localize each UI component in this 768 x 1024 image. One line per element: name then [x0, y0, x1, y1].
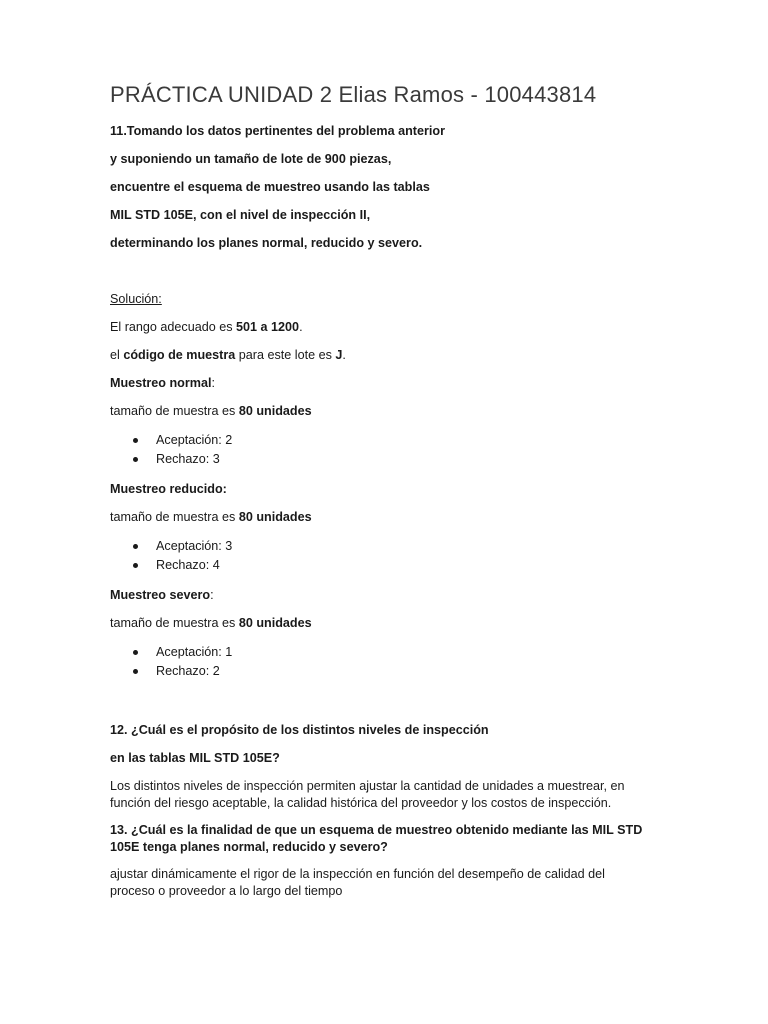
- plan-criteria-list: [110, 537, 650, 575]
- plan-heading: [110, 587, 650, 604]
- question-11-line: encuentre el esquema de muestreo usando las tablas: [110, 180, 430, 194]
- plan-heading: [110, 481, 650, 498]
- sample-size-line: [110, 615, 650, 632]
- question-11-line: y suponiendo un tamaño de lote de 900 piezas,: [110, 152, 392, 166]
- plan-name: Muestreo normal: [110, 376, 212, 390]
- solution-section: [110, 291, 650, 681]
- list-item: [110, 537, 650, 556]
- bullet-icon: [133, 544, 138, 549]
- sample-size-line: [110, 509, 650, 526]
- question-13-answer: ajustar dinámicamente el rigor de la inspección en función del desempeño de calidad del proceso o proveedor a lo largo del tiempo: [110, 867, 605, 898]
- acceptance-value: Aceptación: 2: [156, 433, 233, 447]
- sample-size-value: 80 unidades: [238, 616, 312, 630]
- bullet-icon: [133, 563, 138, 568]
- plan-heading: [110, 375, 650, 392]
- range-sentence: [110, 319, 650, 336]
- code-suffix: .: [342, 348, 346, 362]
- plan-name-suffix: :: [210, 588, 214, 602]
- plan-criteria-list: [110, 643, 650, 681]
- list-item: [110, 450, 650, 469]
- plan-name: Muestreo severo: [110, 588, 211, 602]
- rejection-value: Rechazo: 4: [156, 558, 220, 572]
- list-item: [110, 556, 650, 575]
- range-value: 501 a 1200: [236, 320, 300, 334]
- range-suffix: .: [299, 320, 303, 334]
- code-label: código de muestra: [123, 348, 236, 362]
- question-13: [110, 822, 650, 900]
- sample-size-line: [110, 403, 650, 420]
- code-sentence: [110, 347, 650, 364]
- bullet-icon: [133, 669, 138, 674]
- bullet-icon: [133, 457, 138, 462]
- question-12: [110, 722, 650, 812]
- document-title: PRÁCTICA UNIDAD 2 Elias Ramos - 100443814: [110, 82, 597, 107]
- list-item: [110, 643, 650, 662]
- solution-heading: Solución:: [110, 292, 162, 306]
- plan-criteria-list: [110, 431, 650, 469]
- range-prefix: El rango adecuado es: [110, 320, 237, 334]
- plan-name: Muestreo reducido:: [110, 482, 227, 496]
- list-item: [110, 662, 650, 681]
- code-prefix: el: [110, 348, 124, 362]
- code-value: J: [335, 348, 343, 362]
- plan-normal: [110, 375, 650, 469]
- code-middle: para este lote es: [235, 348, 336, 362]
- question-12-answer: Los distintos niveles de inspección permiten ajustar la cantidad de unidades a muestrear, en función del riesgo aceptable, la calidad histórica del proveedor y los costos de inspección.: [110, 779, 625, 810]
- question-11-line: MIL STD 105E, con el nivel de inspección II,: [110, 208, 371, 222]
- question-11-line: determinando los planes normal, reducido y severo.: [110, 236, 423, 250]
- question-11: [110, 123, 650, 252]
- acceptance-value: Aceptación: 3: [156, 539, 233, 553]
- spacer: [110, 693, 650, 722]
- rejection-value: Rechazo: 3: [156, 452, 220, 466]
- question-13-text: 13. ¿Cuál es la finalidad de que un esquema de muestreo obtenido mediante las MIL STD 105E tenga planes normal, reducido y severo?: [110, 823, 643, 854]
- sample-size-prefix: tamaño de muestra es: [110, 404, 239, 418]
- plan-reduced: [110, 481, 650, 575]
- question-12-line: en las tablas MIL STD 105E?: [110, 751, 280, 765]
- sample-size-prefix: tamaño de muestra es: [110, 616, 239, 630]
- plan-severe: [110, 587, 650, 681]
- list-item: [110, 431, 650, 450]
- question-11-line: 11.Tomando los datos pertinentes del problema anterior: [110, 124, 445, 138]
- spacer: [110, 263, 650, 291]
- sample-size-prefix: tamaño de muestra es: [110, 510, 239, 524]
- bullet-icon: [133, 438, 138, 443]
- question-12-line: 12. ¿Cuál es el propósito de los distintos niveles de inspección: [110, 723, 489, 737]
- sample-size-value: 80 unidades: [238, 510, 312, 524]
- plan-name-suffix: :: [211, 376, 215, 390]
- acceptance-value: Aceptación: 1: [156, 645, 233, 659]
- sample-size-value: 80 unidades: [238, 404, 312, 418]
- document-body: [110, 82, 650, 910]
- rejection-value: Rechazo: 2: [156, 664, 220, 678]
- bullet-icon: [133, 650, 138, 655]
